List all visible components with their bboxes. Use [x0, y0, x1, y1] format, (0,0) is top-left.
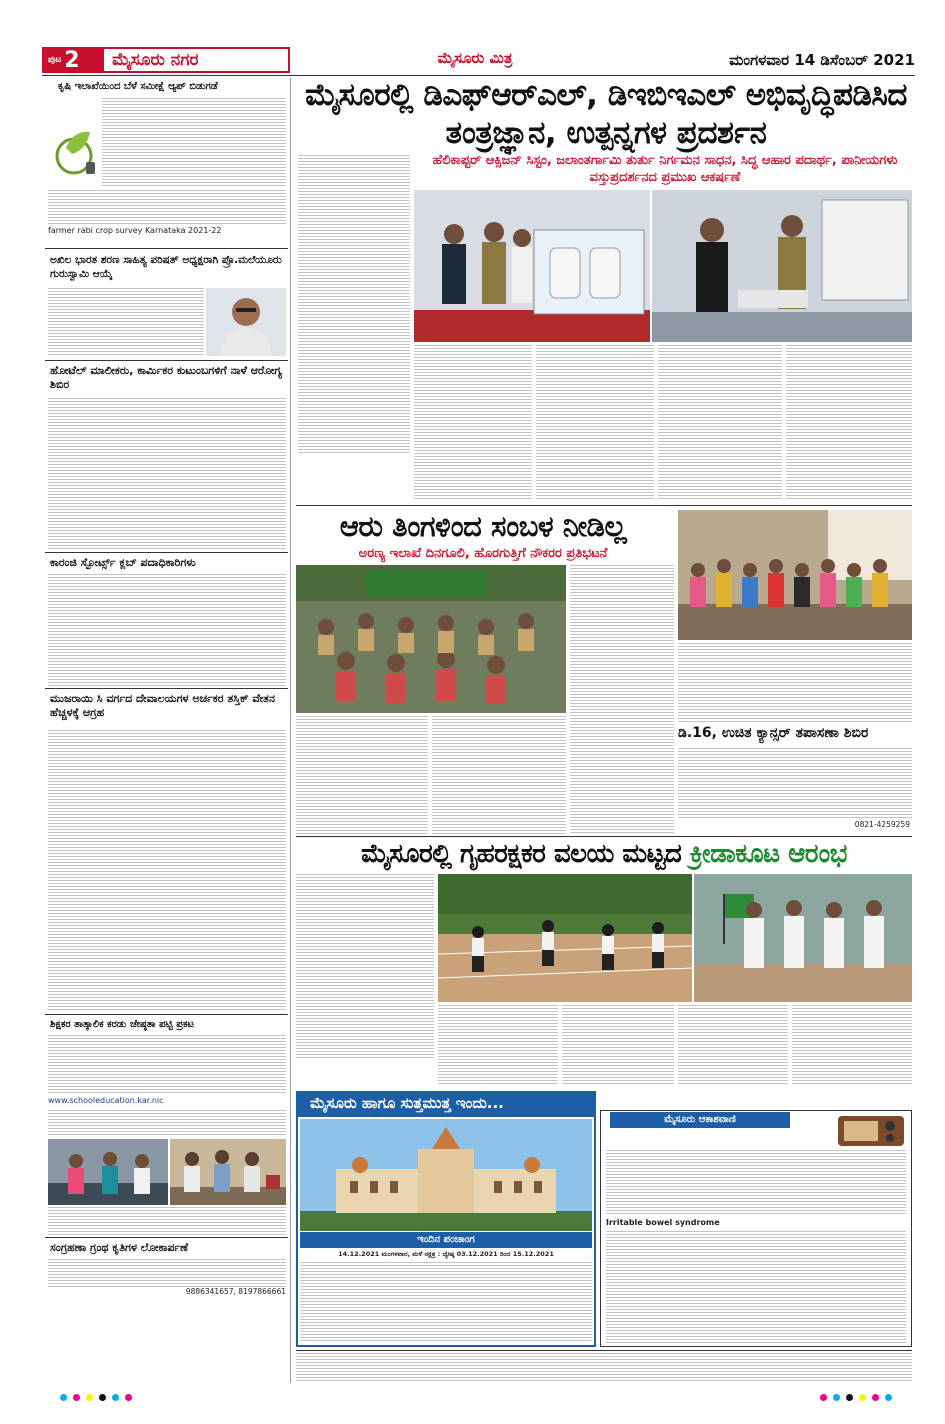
protest-photo	[296, 565, 566, 713]
exhibition-photo-2	[652, 190, 912, 342]
crop-survey-headline: ಕೃಷಿ ಇಲಾಖೆಯಿಂದ ಬೆಳೆ ಸಮೀಕ್ಷೆ ಆ್ಯಪ್ ಬಿಡುಗಡೆ	[58, 81, 218, 92]
crop-survey-body	[102, 98, 286, 188]
main-story-col-3	[536, 345, 654, 500]
main-headline: ಮೈಸೂರಲ್ಲಿ ಡಿಎಫ್‌ಆರ್‌ಎಲ್, ಡಿಇಬಿಇಎಲ್ ಅಭಿವೃದ್ಧಿಪಡಿಸಿದ ತಂತ್ರಜ್ಞಾನ, ಉತ್ಪನ್ನಗಳ ಪ್ರದರ್ಶನ	[305, 77, 907, 151]
divider	[45, 1237, 288, 1238]
karanji-club-body	[48, 574, 286, 686]
panchanga-title: ಇಂದಿನ ಪಂಚಾಂಗ	[300, 1232, 592, 1248]
salary-subheadline: ಅರಣ್ಯ ಇಲಾಖೆ ದಿನಗೂಲಿ, ಹೊರಗುತ್ತಿಗೆ ನೌಕರರ ಪ್ರತಿಭಟನೆ	[358, 546, 608, 561]
radio-icon	[836, 1112, 906, 1148]
flag-off-photo	[694, 874, 912, 1002]
section-title: ಮೈಸೂರು ನಗರ	[102, 47, 290, 73]
archaka-salary-body	[48, 730, 286, 1012]
crop-survey-body-2	[48, 190, 286, 226]
group-photo-caption	[678, 643, 912, 723]
radio-title: ಮೈಸೂರು ಆಕಾಶವಾಣಿ	[610, 1112, 790, 1128]
main-subheadline: ಹೆಲಿಕಾಪ್ಟರ್ ಆಕ್ಸಿಜನ್ ಸಿಸ್ಟಂ, ಜಲಾಂತರ್ಗಾಮಿ ತುರ್ತು ನಿರ್ಗಮನ ಸಾಧನ, ಸಿದ್ಧ ಆಹಾರ ಪದಾರ್ಥ, ಪಾನೀಯಗಳು ವಸ್ತುಪ್ರದರ್ಶನದ ಪ್ರಮುಖ ಆಕರ್ಷಣೆ	[432, 153, 898, 185]
crop-leaf-icon	[52, 126, 100, 178]
page-label: ಪುಟ	[48, 55, 62, 65]
divider	[296, 505, 912, 506]
teacher-seniority-url[interactable]: www.schooleducation.kar.nic	[48, 1096, 164, 1105]
sharana-parishat-headline: ಅಖಿಲ ಭಾರತ ಶರಣ ಸಾಹಿತ್ಯ ಪರಿಷತ್ ಅಧ್ಯಕ್ಷರಾಗಿ ಪ್ರೊ.ಮಲೆಯೂರು ಗುರುಸ್ವಾಮಿ ಆಯ್ಕೆ	[50, 254, 282, 280]
panchanga-body	[300, 1262, 592, 1342]
divider	[296, 1350, 912, 1351]
sprint-photo	[438, 874, 692, 1002]
portrait-photo	[206, 288, 286, 356]
book-release-phones: 9886341657, 8197866661	[185, 1287, 286, 1296]
main-story-col-5	[786, 345, 912, 500]
radio-schedule-2	[606, 1231, 906, 1343]
sports-headline-black: ಮೈಸೂರಲ್ಲಿ ಗೃಹರಕ್ಷಕರ ವಲಯ ಮಟ್ಟದ	[361, 839, 682, 869]
crop-survey-app-name: farmer rabi crop survey Karnataka 2021-22	[48, 226, 222, 235]
health-camp-headline: ಹೋಟೆಲ್ ಮಾಲೀಕರು, ಕಾರ್ಮಿಕರ ಕುಟುಂಬಗಳಿಗೆ ನಾಳೆ ಆರೋಗ್ಯ ಶಿಬಿರ	[50, 364, 282, 391]
sports-story-col-3	[562, 1005, 674, 1085]
divider	[45, 552, 288, 553]
palace-photo	[300, 1119, 592, 1231]
health-camp-body	[48, 398, 286, 550]
cancer-camp-phone: 0821-4259259	[854, 820, 910, 829]
salary-headline: ಆರು ತಿಂಗಳಿಂದ ಸಂಬಳ ನೀಡಿಲ್ಲ	[339, 509, 627, 543]
registration-dots-right	[820, 1394, 892, 1401]
sports-story-col-1	[296, 874, 434, 1060]
exhibition-photo-1	[414, 190, 650, 342]
salary-story-col-3	[570, 565, 674, 835]
cancer-camp-headline: ಡಿ.16, ಉಚಿತ ಕ್ಯಾನ್ಸರ್ ತಪಾಸಣಾ ಶಿಬಿರ	[678, 725, 869, 741]
panchanga-date: 14.12.2021 ಮಂಗಳವಾರ, ಮಳೆ ನಕ್ಷತ್ರ : ಜ್ಯೇಷ್ಠ 03.12.2021 ರಿಂದ 15.12.2021	[338, 1250, 554, 1258]
group-photo	[678, 510, 912, 640]
ceremony-caption	[48, 1207, 286, 1235]
teacher-seniority-body-2	[48, 1110, 286, 1136]
karanji-club-headline: ಕಾರಂಜಿ ಸ್ಪೋರ್ಟ್ಸ್ ಕ್ಲಬ್ ಪದಾಧಿಕಾರಿಗಳು	[50, 556, 196, 569]
sports-story-col-2	[438, 1005, 558, 1085]
main-story-col-2	[414, 345, 532, 500]
salary-story-col-1	[296, 716, 428, 834]
teacher-seniority-body	[48, 1035, 286, 1095]
masthead: ಮೈಸೂರು ಮಿತ್ರ	[437, 49, 513, 67]
page-number-badge	[42, 47, 102, 73]
page-number: 2	[64, 47, 80, 73]
divider	[45, 688, 288, 689]
registration-dots-left	[60, 1394, 132, 1401]
events-band: ಮೈಸೂರು ಹಾಗೂ ಸುತ್ತಮುತ್ತ ಇಂದು...	[296, 1091, 596, 1115]
ceremony-photo-1	[48, 1139, 168, 1205]
sports-story-col-4	[678, 1005, 788, 1085]
column-divider	[290, 78, 291, 1383]
sharana-parishat-body	[48, 288, 204, 356]
main-story-col-4	[658, 345, 782, 500]
teacher-seniority-headline: ಶಿಕ್ಷಕರ ತಾತ್ಕಾಲಿಕ ಕರಡು ಜೇಷ್ಠತಾ ಪಟ್ಟಿ ಪ್ರಕಟ	[50, 1019, 195, 1030]
issue-date: ಮಂಗಳವಾರ 14 ಡಿಸೆಂಬರ್ 2021	[729, 51, 915, 69]
radio-schedule-1	[606, 1150, 906, 1216]
book-release-headline: ಸಂಗ್ರಹಣಾ ಗ್ರಂಥ ಕೃತಿಗಳ ಲೋಕಾರ್ಪಣೆ	[50, 1241, 189, 1254]
bottom-notices	[296, 1353, 912, 1381]
sports-story-col-5	[792, 1005, 912, 1085]
radio-ibs-line: Irritable bowel syndrome	[606, 1218, 720, 1227]
archaka-salary-headline: ಮುಜರಾಯಿ ಸಿ ವರ್ಗದ ದೇವಾಲಯಗಳ ಅರ್ಚಕರ ತಸ್ತಿಕ್ ವೇತನ ಹೆಚ್ಚಳಕ್ಕೆ ಆಗ್ರಹ	[50, 692, 275, 719]
sports-headline-green: ಕ್ರೀಡಾಕೂಟ ಆರಂಭ	[689, 839, 847, 869]
main-story-col-1	[298, 155, 410, 455]
divider	[45, 1014, 288, 1015]
book-release-body	[48, 1259, 286, 1287]
salary-story-col-2	[432, 716, 566, 834]
divider	[45, 360, 288, 361]
divider	[45, 248, 288, 249]
ceremony-photo-2	[170, 1139, 286, 1205]
sports-headline	[292, 835, 916, 871]
cancer-camp-body	[678, 748, 912, 818]
